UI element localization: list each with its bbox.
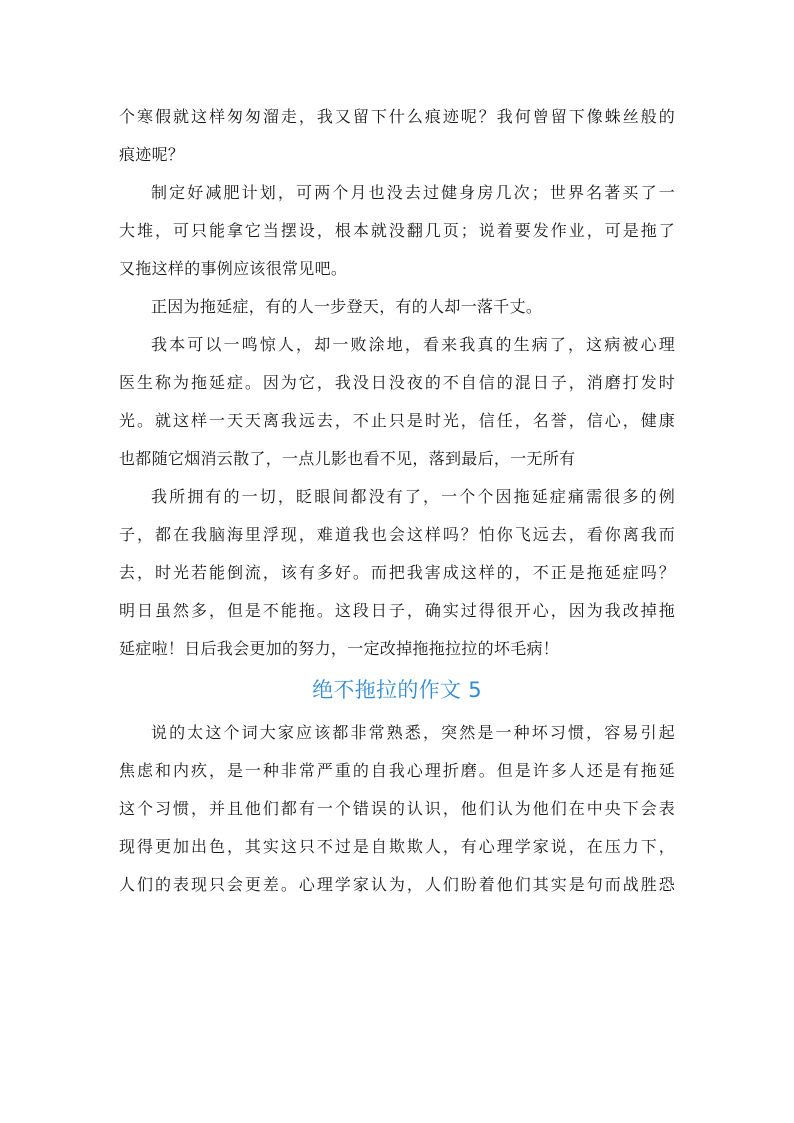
text-line: 正因为拖延症，有的人一步登天，有的人却一落千丈。 bbox=[151, 297, 543, 316]
text-line: 延症啦！日后我会更加的努力，一定改掉拖拖拉拉的坏毛病！ bbox=[119, 639, 560, 658]
text-line: 制定好减肥计划，可两个月也没去过健身房几次；世界名著买了一 bbox=[151, 183, 675, 202]
text-line: 大堆，可只能拿它当摆设，根本就没翻几页；说着要发作业，可是拖了 bbox=[119, 221, 675, 240]
text-line: 焦虑和内疚，是一种非常严重的自我心理折磨。但是许多人还是有拖延 bbox=[119, 761, 675, 780]
text-line: 又拖这样的事例应该很常见吧。 bbox=[119, 259, 348, 278]
section-heading: 绝不拖拉的作文 5 bbox=[312, 678, 482, 702]
text-line: 光。就这样一天天离我远去，不止只是时光，信任，名誉，信心，健康 bbox=[119, 411, 675, 430]
text-line: 我本可以一鸣惊人，却一败涂地，看来我真的生病了，这病被心理 bbox=[151, 335, 675, 354]
text-line: 说的太这个词大家应该都非常熟悉，突然是一种坏习惯，容易引起 bbox=[151, 723, 675, 742]
document-body bbox=[119, 98, 675, 904]
text-line: 人们的表现只会更差。心理学家认为，人们盼着他们其实是句而战胜恐 bbox=[119, 875, 675, 894]
text-line: 子，都在我脑海里浮现，难道我也会这样吗？怕你飞远去，看你离我而 bbox=[119, 525, 675, 544]
text-line: 医生称为拖延症。因为它，我没日没夜的不自信的混日子，消磨打发时 bbox=[119, 373, 675, 392]
text-line: 去，时光若能倒流，该有多好。而把我害成这样的，不正是拖延症吗？ bbox=[119, 563, 675, 582]
text-line: 明日虽然多，但是不能拖。这段日子，确实过得很开心，因为我改掉拖 bbox=[119, 601, 675, 620]
text-line: 我所拥有的一切，眨眼间都没有了，一个个因拖延症痛需很多的例 bbox=[151, 487, 675, 506]
text-line: 也都随它烟消云散了，一点儿影也看不见，落到最后，一无所有 bbox=[119, 449, 576, 468]
text-line: 个寒假就这样匆匆溜走，我又留下什么痕迹呢？我何曾留下像蛛丝般的 bbox=[119, 107, 675, 126]
text-line: 痕迹呢？ bbox=[119, 145, 185, 164]
text-line: 现得更加出色，其实这只不过是自欺欺人，有心理学家说，在压力下， bbox=[119, 837, 675, 856]
text-line: 这个习惯，并且他们都有一个错误的认识，他们认为他们在中央下会表 bbox=[119, 799, 675, 818]
